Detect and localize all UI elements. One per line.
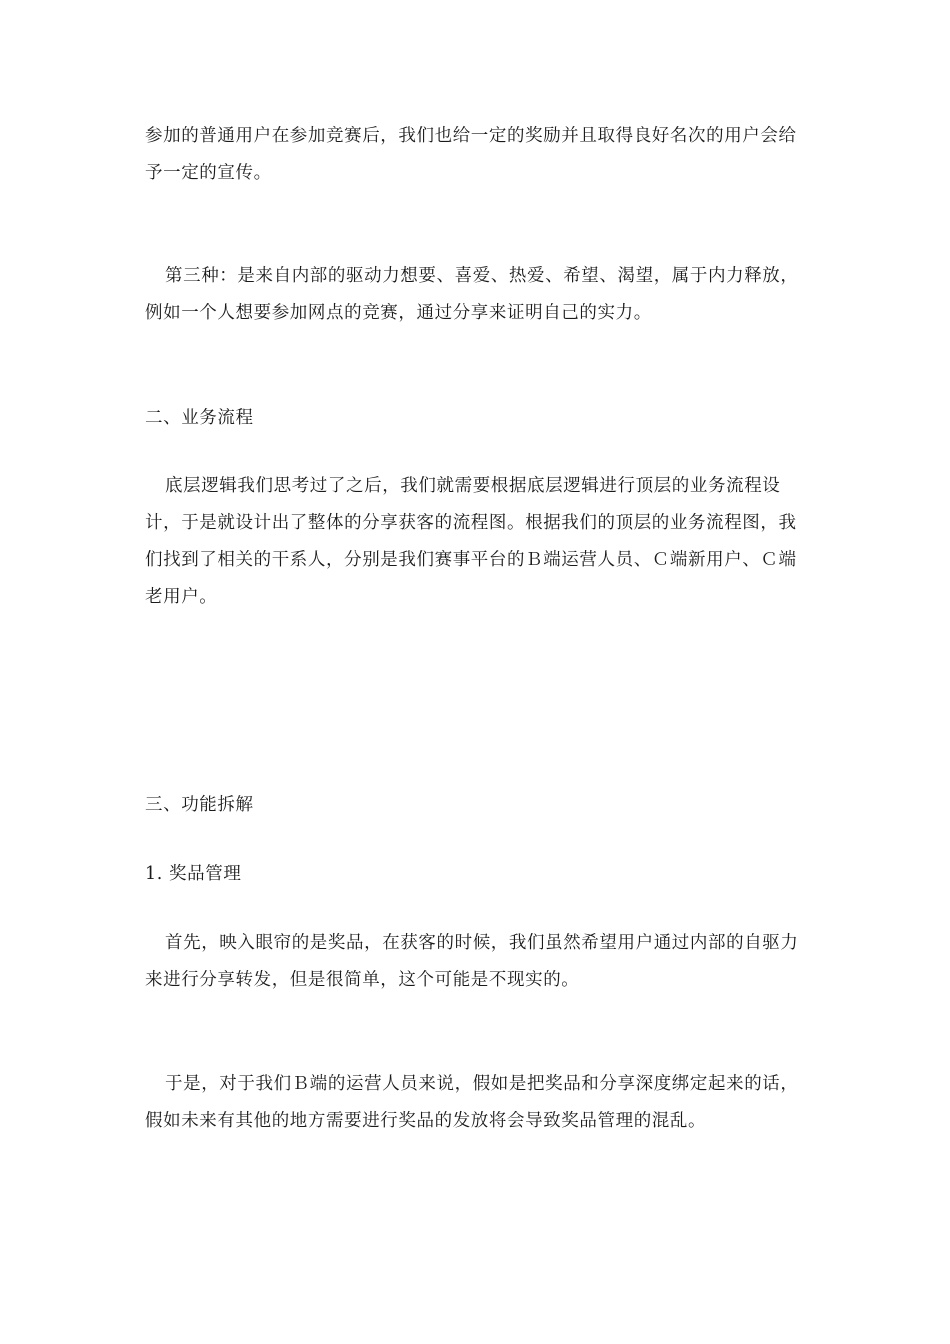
heading-business-process: 二、业务流程 (145, 408, 254, 428)
heading-prize-management: 1. 奖品管理 (145, 864, 242, 884)
paragraph-intro: 参加的普通用户在参加竞赛后，我们也给一定的奖励并且取得良好名次的用户会给予一定的宣传。 (145, 126, 797, 183)
paragraph-prize-second: 于是，对于我们Ｂ端的运营人员来说，假如是把奖品和分享深度绑定起来的话，假如未来有其他的地方需要进行奖品的发放将会导致奖品管理的混乱。 (145, 1074, 799, 1131)
heading-feature-breakdown: 三、功能拆解 (145, 795, 254, 815)
paragraph-business-process: 底层逻辑我们思考过了之后，我们就需要根据底层逻辑进行顶层的业务流程设计，于是就设计出了整体的分享获客的流程图。根据我们的顶层的业务流程图，我们找到了相关的干系人，分别是我们赛事平台的Ｂ端运营人员、Ｃ端新用户、Ｃ端老用户。 (145, 476, 797, 607)
paragraph-prize-first: 首先，映入眼帘的是奖品，在获客的时候，我们虽然希望用户通过内部的自驱力来进行分享转发，但是很简单，这个可能是不现实的。 (145, 933, 799, 990)
paragraph-third-type: 第三种：是来自内部的驱动力想要、喜爱、热爱、希望、渴望，属于内力释放，例如一个人想要参加网点的竞赛，通过分享来证明自己的实力。 (145, 266, 799, 323)
